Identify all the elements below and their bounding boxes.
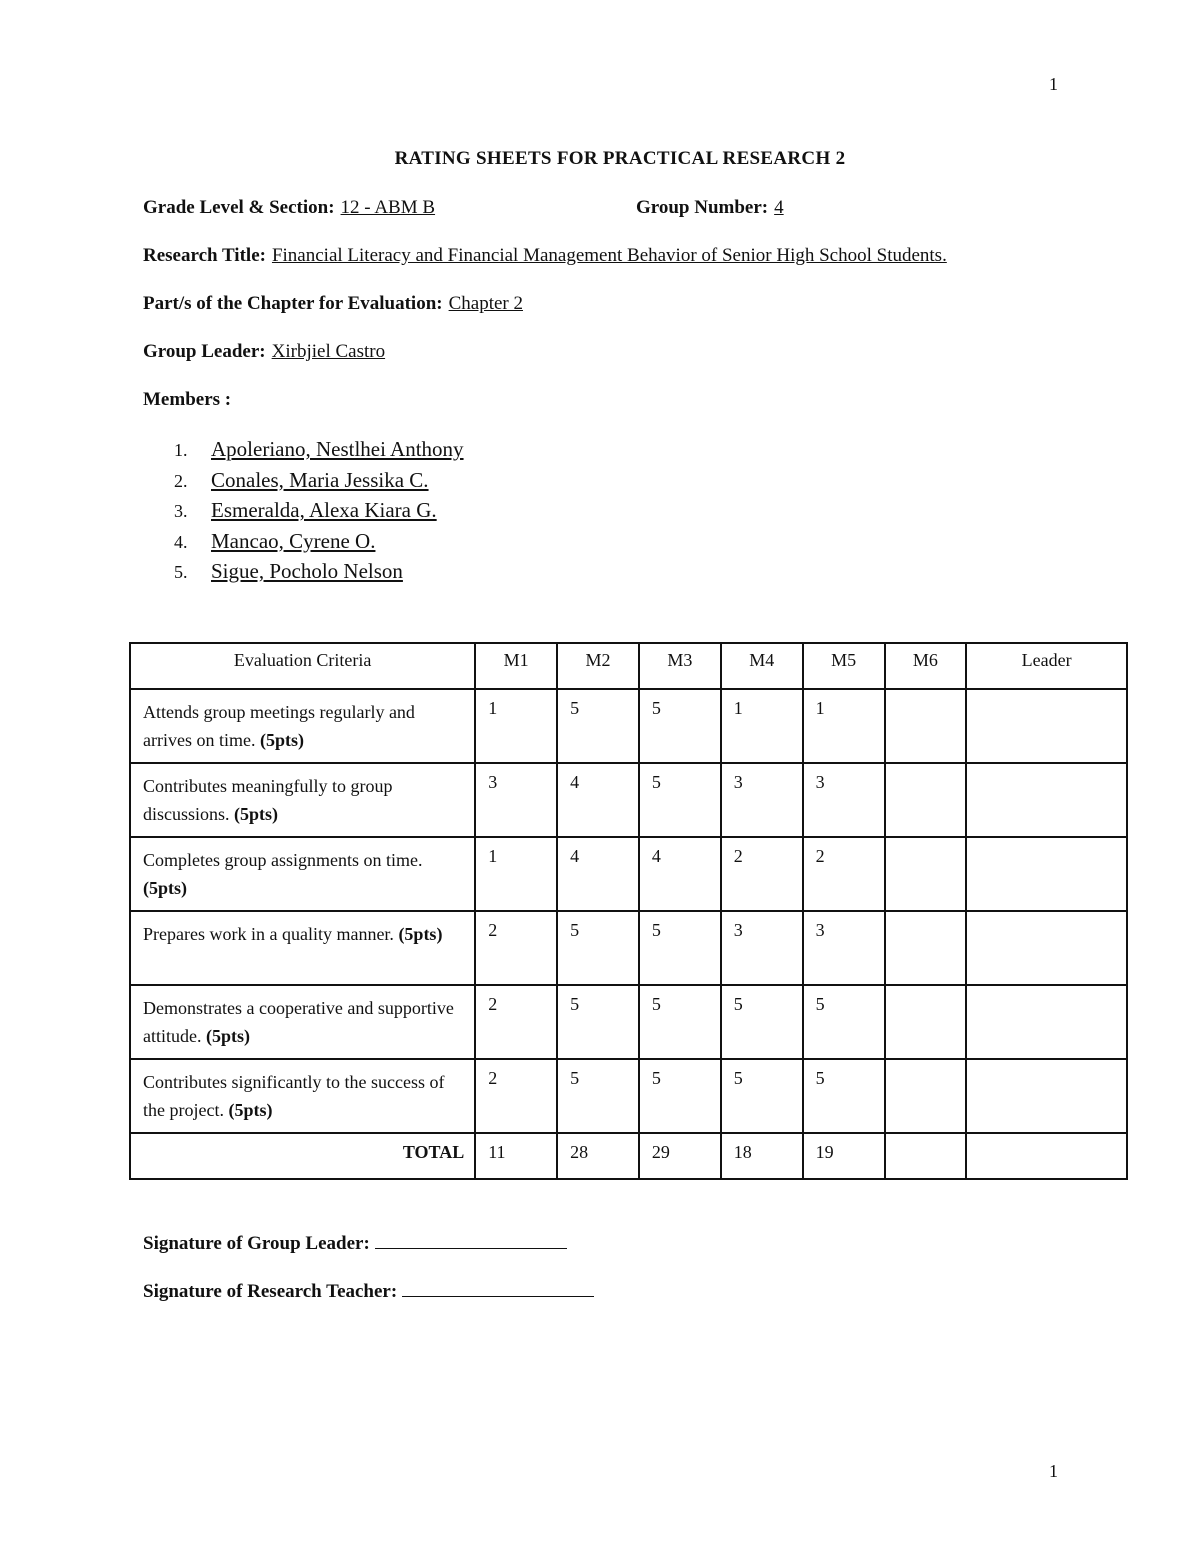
score-cell: 5 — [557, 911, 639, 985]
score-cell — [885, 837, 967, 911]
score-cell: 5 — [557, 985, 639, 1059]
criteria-cell: Prepares work in a quality manner. (5pts) — [130, 911, 475, 985]
score-cell: 3 — [475, 763, 557, 837]
teacher-signature-label: Signature of Research Teacher: — [143, 1281, 398, 1302]
list-item: 1. Apoleriano, Nestlhei Anthony — [174, 437, 464, 461]
group-leader-label: Group Leader: — [143, 341, 266, 362]
criteria-cell: Contributes significantly to the success of the project. (5pts) — [130, 1059, 475, 1133]
score-cell: 2 — [803, 837, 885, 911]
grade-level-field — [143, 197, 435, 219]
members-label: Members : — [143, 389, 232, 410]
column-header: M5 — [803, 643, 885, 689]
score-cell — [885, 1059, 967, 1133]
score-cell: 2 — [475, 911, 557, 985]
members-list — [174, 434, 464, 587]
document-title: RATING SHEETS FOR PRACTICAL RESEARCH 2 — [394, 148, 846, 169]
page-number-bottom: 1 — [1049, 1461, 1058, 1481]
score-cell: 1 — [803, 689, 885, 763]
score-cell — [966, 1059, 1127, 1133]
member-name: Mancao, Cyrene O. — [211, 528, 376, 553]
score-cell — [885, 689, 967, 763]
score-cell: 2 — [475, 1059, 557, 1133]
score-cell: 4 — [557, 763, 639, 837]
group-number-label: Group Number: — [636, 197, 769, 218]
column-header: Leader — [966, 643, 1127, 689]
table-row — [130, 689, 1127, 763]
total-row — [130, 1133, 1127, 1179]
score-cell: 4 — [557, 837, 639, 911]
group-number-value: 4 — [774, 197, 784, 218]
score-cell — [885, 911, 967, 985]
leader-signature-line[interactable] — [375, 1230, 567, 1249]
research-title-label: Research Title: — [143, 245, 266, 266]
column-header: M2 — [557, 643, 639, 689]
teacher-signature-line[interactable] — [402, 1278, 594, 1297]
group-leader-field — [143, 341, 385, 363]
member-name: Esmeralda, Alexa Kiara G. — [211, 498, 437, 522]
score-cell: 5 — [721, 985, 803, 1059]
total-cell — [885, 1133, 967, 1179]
score-cell — [966, 911, 1127, 985]
total-cell: 19 — [803, 1133, 885, 1179]
score-cell: 5 — [639, 1059, 721, 1133]
score-cell — [885, 763, 967, 837]
column-header: M3 — [639, 643, 721, 689]
score-cell: 1 — [721, 689, 803, 763]
member-name: Conales, Maria Jessika C. — [211, 467, 429, 492]
score-cell: 5 — [803, 985, 885, 1059]
table-row — [130, 985, 1127, 1059]
list-item: 3. Esmeralda, Alexa Kiara G. — [174, 498, 437, 522]
score-cell: 5 — [639, 985, 721, 1059]
score-cell: 3 — [803, 763, 885, 837]
score-cell: 3 — [803, 911, 885, 985]
total-cell: 29 — [639, 1133, 721, 1179]
total-label: TOTAL — [130, 1133, 475, 1179]
score-cell — [966, 837, 1127, 911]
list-item: 2. Conales, Maria Jessika C. — [174, 467, 429, 492]
teacher-signature-field — [143, 1278, 594, 1303]
score-cell: 3 — [721, 911, 803, 985]
list-item: 5. Sigue, Pocholo Nelson — [174, 559, 403, 583]
research-title-field — [143, 245, 947, 267]
grade-level-value: 12 - ABM B — [340, 197, 436, 218]
member-name: Sigue, Pocholo Nelson — [211, 559, 403, 583]
score-cell: 2 — [721, 837, 803, 911]
column-header: M1 — [475, 643, 557, 689]
chapter-part-value: Chapter 2 — [448, 293, 523, 314]
total-cell: 11 — [475, 1133, 557, 1179]
score-cell: 5 — [557, 689, 639, 763]
chapter-part-label: Part/s of the Chapter for Evaluation: — [143, 293, 443, 314]
research-title-value: Financial Literacy and Financial Management Behavior of Senior High School Students. — [271, 245, 947, 266]
table-row — [130, 837, 1127, 911]
column-header: Evaluation Criteria — [130, 643, 475, 689]
column-header: M6 — [885, 643, 967, 689]
rating-table — [129, 642, 1128, 1180]
column-header: M4 — [721, 643, 803, 689]
group-leader-value: Xirbjiel Castro — [271, 341, 386, 362]
leader-signature-label: Signature of Group Leader: — [143, 1233, 370, 1254]
score-cell: 5 — [721, 1059, 803, 1133]
table-row — [130, 1059, 1127, 1133]
page-number-top: 1 — [1049, 74, 1058, 94]
score-cell: 1 — [475, 689, 557, 763]
score-cell: 1 — [475, 837, 557, 911]
score-cell: 5 — [557, 1059, 639, 1133]
chapter-part-field — [143, 293, 523, 315]
criteria-cell: Completes group assignments on time. (5pts) — [130, 837, 475, 911]
score-cell — [966, 763, 1127, 837]
score-cell — [885, 985, 967, 1059]
members-heading — [143, 389, 231, 411]
score-cell: 5 — [803, 1059, 885, 1133]
grade-level-label: Grade Level & Section: — [143, 197, 335, 218]
table-row — [130, 911, 1127, 985]
total-cell: 28 — [557, 1133, 639, 1179]
total-cell — [966, 1133, 1127, 1179]
table-header-row — [130, 643, 1127, 689]
criteria-cell: Contributes meaningfully to group discussions. (5pts) — [130, 763, 475, 837]
score-cell: 3 — [721, 763, 803, 837]
list-item: 4. Mancao, Cyrene O. — [174, 528, 376, 553]
score-cell: 2 — [475, 985, 557, 1059]
leader-signature-field — [143, 1230, 567, 1255]
table-row — [130, 763, 1127, 837]
total-cell: 18 — [721, 1133, 803, 1179]
member-name: Apoleriano, Nestlhei Anthony — [211, 437, 464, 461]
score-cell — [966, 689, 1127, 763]
score-cell: 4 — [639, 837, 721, 911]
criteria-cell: Attends group meetings regularly and arrives on time. (5pts) — [130, 689, 475, 763]
score-cell: 5 — [639, 763, 721, 837]
score-cell: 5 — [639, 689, 721, 763]
score-cell — [966, 985, 1127, 1059]
group-number-field — [636, 197, 784, 219]
score-cell: 5 — [639, 911, 721, 985]
criteria-cell: Demonstrates a cooperative and supportive attitude. (5pts) — [130, 985, 475, 1059]
